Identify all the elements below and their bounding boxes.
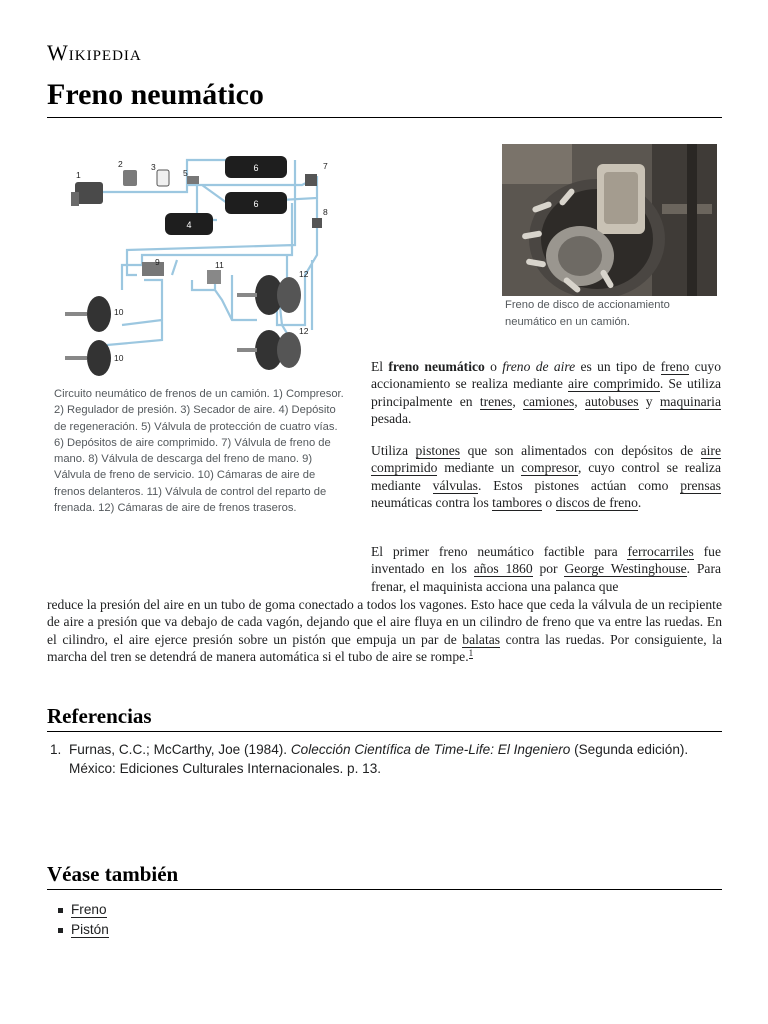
label-12b: 12	[299, 326, 309, 336]
link-maquinaria[interactable]: maquinaria	[659, 393, 721, 409]
link-george-westinghouse[interactable]: George Westinghouse	[564, 561, 687, 577]
reference-item: 1. Furnas, C.C.; McCarthy, Joe (1984). Colección Científica de Time-Life: El Ingeniero (Segunda edición). México: Ediciones Culturales Internacionales. p. 13.	[50, 742, 689, 776]
see-also-list	[56, 900, 109, 940]
see-also-item	[56, 900, 109, 920]
brake-circuit-diagram	[47, 140, 347, 380]
air-pipes	[102, 160, 317, 350]
see-also-divider	[47, 889, 722, 890]
term-bold: freno neumático	[388, 359, 485, 374]
see-also-item	[56, 920, 109, 940]
link-camiones[interactable]: camiones	[522, 393, 575, 409]
wikipedia-wordmark[interactable]: Wikipedia	[47, 40, 142, 65]
link-trenes[interactable]: trenes	[479, 393, 513, 409]
link-compresor[interactable]: compresor	[521, 460, 579, 476]
label-6b: 6	[253, 199, 259, 209]
link-pistones[interactable]: pistones	[415, 443, 461, 458]
link-tambores[interactable]: tambores	[492, 495, 543, 511]
brake-circuit-caption: Circuito neumático de frenos de un camión. 1) Compresor. 2) Regulador de presión. 3) Secador de aire. 4) Depósito de regeneración. 5) Válvula de protección de cuatro vías. 6) Depósitos de aire comprimido. 7) Válvula de freno de mano. 8) Válvula de descarga del freno de mano. 9) Válvula de freno de servicio. 10) Cámaras de aire de frenos delanteros. 11) Válvula de control del reparto de frenada. 12) Cámaras de aire de frenos traseros.	[54, 388, 344, 515]
link-see-piston[interactable]: Pistón	[71, 922, 109, 937]
link-balatas[interactable]: balatas	[462, 631, 501, 647]
link-valvulas[interactable]: válvulas	[432, 477, 478, 493]
link-ferrocarriles[interactable]: ferrocarriles	[627, 544, 694, 559]
disc-brake-illustration	[502, 144, 717, 296]
label-10b: 10	[114, 353, 124, 363]
references-list	[50, 741, 724, 778]
label-11: 11	[215, 260, 224, 270]
link-anos-1860[interactable]: años 1860	[473, 561, 533, 577]
disc-brake-photo[interactable]	[502, 144, 717, 296]
label-12a: 12	[299, 269, 309, 279]
page-title: Freno neumático	[47, 78, 264, 111]
link-discos-de-freno[interactable]: discos de freno	[555, 495, 638, 511]
label-8: 8	[323, 207, 328, 217]
title-divider	[47, 117, 722, 118]
link-prensas[interactable]: prensas	[680, 477, 721, 493]
link-aire-comprimido-2[interactable]: aire comprimido	[371, 443, 721, 476]
label-4: 4	[186, 220, 192, 230]
references-divider	[47, 731, 722, 732]
term-italic: freno de aire	[502, 359, 576, 374]
references-heading: Referencias	[47, 704, 152, 728]
link-aire-comprimido[interactable]: aire comprimido	[567, 376, 660, 392]
see-also-heading: Véase también	[47, 862, 179, 886]
label-10a: 10	[114, 307, 124, 317]
label-2: 2	[118, 159, 123, 169]
label-5: 5	[183, 168, 188, 178]
pistons-paragraph: Utiliza pistones que son alimentados con depósitos de aire comprimido mediante un compresor, cuyo control se realiza mediante válvulas. Estos pistones actúan como prensas neumáticas contra los tambores o discos de freno.	[371, 443, 721, 511]
history-paragraph-bottom: reduce la presión del aire en un tubo de goma conectado a todos los vagones. Esto hace que ceda la válvula de un recipiente de aire a presión que va debajo de cada vagón, dejando que el aire fluya en un cilindro de freno que va entre las ruedas. En el cilindro, el aire ejerce presión sobre un pistón que empuja un par de balatas contra las ruedas. Por consiguiente, la marcha del tren se detendrá de manera automática si el tubo de aire se rompe.$^1$	[47, 597, 722, 665]
intro-paragraph: El freno neumático o freno de aire es un tipo de freno cuyo accionamiento se realiza mediante aire comprimido. Se utiliza principalmente en trenes, camiones, autobuses y maquinaria pesada.	[371, 359, 722, 427]
link-autobuses[interactable]: autobuses	[584, 393, 639, 409]
label-9: 9	[155, 257, 160, 267]
label-6a: 6	[253, 163, 259, 173]
disc-brake-caption: Freno de disco de accionamiento neumático en un camión.	[505, 299, 670, 328]
link-see-freno[interactable]: Freno	[71, 902, 107, 917]
brake-circuit-figure[interactable]	[47, 140, 347, 380]
reference-link-1[interactable]: 1	[468, 647, 474, 658]
reference-title: Colección Científica de Time-Life: El Ingeniero	[290, 742, 571, 757]
reference-number: 1.	[50, 742, 62, 757]
link-freno[interactable]: freno	[660, 359, 690, 374]
label-3: 3	[151, 162, 156, 172]
history-paragraph-top: El primer freno neumático factible para ferrocarriles fue inventado en los años 1860 por George Westinghouse. Para frenar, el maquinista acciona una palanca que	[371, 544, 721, 594]
label-7: 7	[323, 161, 328, 171]
label-1: 1	[76, 170, 81, 180]
